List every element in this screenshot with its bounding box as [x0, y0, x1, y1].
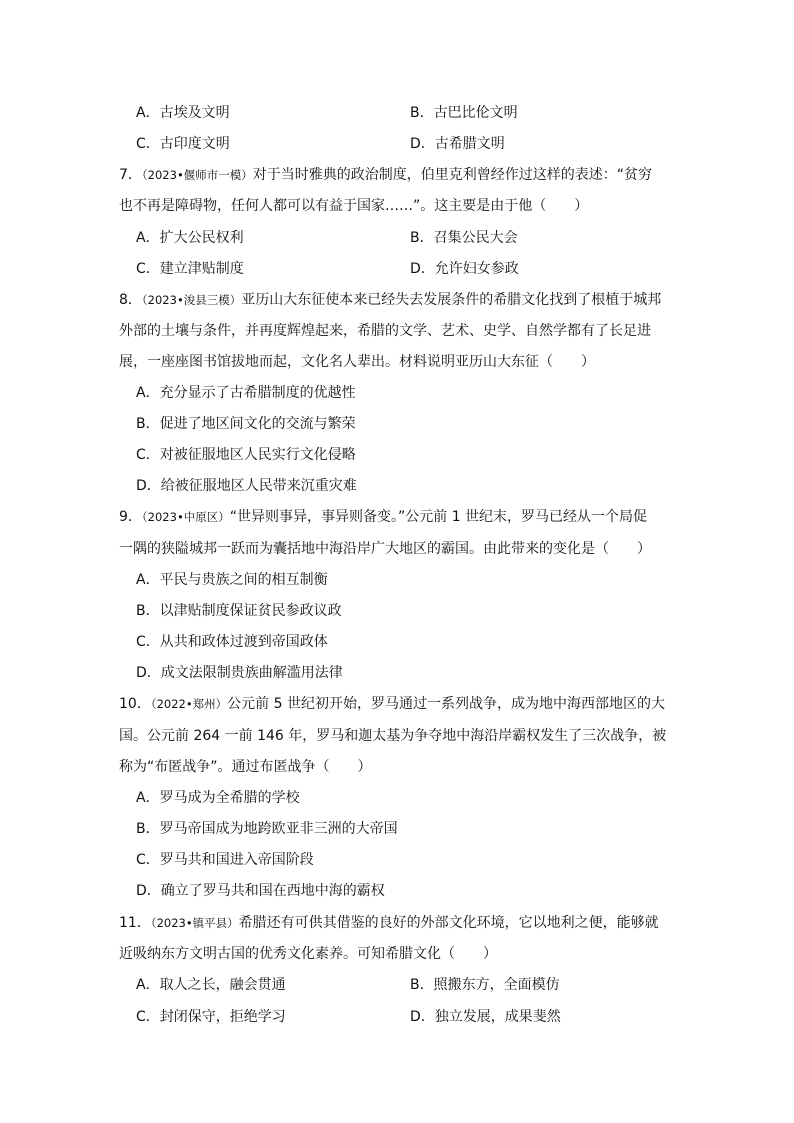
question-number: 9．	[119, 509, 142, 525]
q6-option-b: B．古巴比伦文明	[410, 105, 518, 121]
q11-option-c: C．封闭保守，拒绝学习	[136, 1009, 286, 1025]
question-text: 亚历山大东征使本来已经失去发展条件的希腊文化找到了根植于城邦	[241, 292, 662, 308]
q8-option-c: C．对被征服地区人民实行文化侵略	[136, 447, 356, 463]
question-source: （2022•郑州）	[150, 697, 228, 711]
question-text: 对于当时雅典的政治制度，伯里克利曾经作过这样的表述：“贫穷	[252, 167, 652, 183]
q10-stem-line-1	[119, 695, 665, 713]
q7-option-a: A．扩大公民权利	[136, 230, 244, 246]
question-number: 10．	[119, 696, 151, 712]
question-text: 公元前 5 世纪初开始，罗马通过一系列战争，成为地中海西部地区的大	[227, 696, 665, 712]
q10-stem-line-3: 称为“布匿战争”。通过布匿战争（ ）	[119, 759, 372, 775]
question-number: 11．	[119, 915, 151, 931]
q10-option-a: A．罗马成为全希腊的学校	[136, 790, 300, 806]
question-source: （2023•浚县三模）	[141, 293, 242, 307]
q6-option-c: C．古印度文明	[136, 136, 230, 152]
q7-option-c: C．建立津贴制度	[136, 261, 244, 277]
q6-option-a: A．古埃及文明	[136, 105, 230, 121]
q10-stem-line-2: 国。公元前 264 一前 146 年，罗马和迦太基为争夺地中海沿岸霸权发生了三次战争，被	[119, 728, 667, 744]
q8-option-a: A．充分显示了古希腊制度的优越性	[136, 385, 356, 401]
q8-stem-line-1	[119, 291, 661, 309]
question-source: （2023•镇平县）	[150, 916, 239, 930]
question-source: （2023•中原区）	[141, 510, 230, 524]
q7-option-d: D．允许妇女参政	[410, 261, 519, 277]
q11-option-b: B．照搬东方，全面模仿	[410, 977, 560, 993]
q6-option-d: D．古希腊文明	[410, 136, 505, 152]
q7-option-b: B．召集公民大会	[410, 230, 518, 246]
question-number: 7．	[119, 167, 142, 183]
q9-stem-line-1	[119, 508, 647, 526]
q9-stem-line-2: 一隅的狭隘城邦一跃而为囊括地中海沿岸广大地区的霸国。由此带来的变化是（ ）	[119, 541, 651, 557]
question-number: 8．	[119, 292, 142, 308]
q10-option-c: C．罗马共和国进入帝国阶段	[136, 852, 314, 868]
q11-stem-line-1	[119, 914, 659, 932]
question-source: （2023•偃师市一模）	[141, 168, 253, 182]
q10-option-d: D．确立了罗马共和国在西地中海的霸权	[136, 883, 385, 899]
question-text: “世异则事异，事异则备变。”公元前 1 世纪末，罗马已经从一个局促	[229, 509, 648, 525]
q7-stem-line-2: 也不再是障碍物，任何人都可以有益于国家……”。这主要是由于他（ ）	[119, 198, 589, 214]
q7-stem-line-1	[119, 166, 652, 184]
q8-option-d: D．给被征服地区人民带来沉重灾难	[136, 478, 357, 494]
q8-option-b: B．促进了地区间文化的交流与繁荣	[136, 416, 356, 432]
question-text: 希腊还有可供其借鉴的良好的外部文化环境，它以地利之便，能够就	[238, 915, 659, 931]
q8-stem-line-2: 外部的土壤与条件，并再度辉煌起来，希腊的文学、艺术、史学、自然学都有了长足进	[119, 323, 651, 339]
q8-stem-line-3: 展，一座座图书馆拔地而起，文化名人辈出。材料说明亚历山大东征（ ）	[119, 354, 595, 370]
q9-option-c: C．从共和政体过渡到帝国政体	[136, 634, 328, 650]
q11-option-d: D．独立发展，成果斐然	[410, 1009, 561, 1025]
q9-option-a: A．平民与贵族之间的相互制衡	[136, 572, 328, 588]
q11-option-a: A．取人之长，融会贯通	[136, 977, 286, 993]
q9-option-b: B．以津贴制度保证贫民参政议政	[136, 603, 342, 619]
q9-option-d: D．成文法限制贵族曲解滥用法律	[136, 665, 343, 681]
q10-option-b: B．罗马帝国成为地跨欧亚非三洲的大帝国	[136, 821, 398, 837]
q11-stem-line-2: 近吸纳东方文明古国的优秀文化素养。可知希腊文化（ ）	[119, 946, 497, 962]
